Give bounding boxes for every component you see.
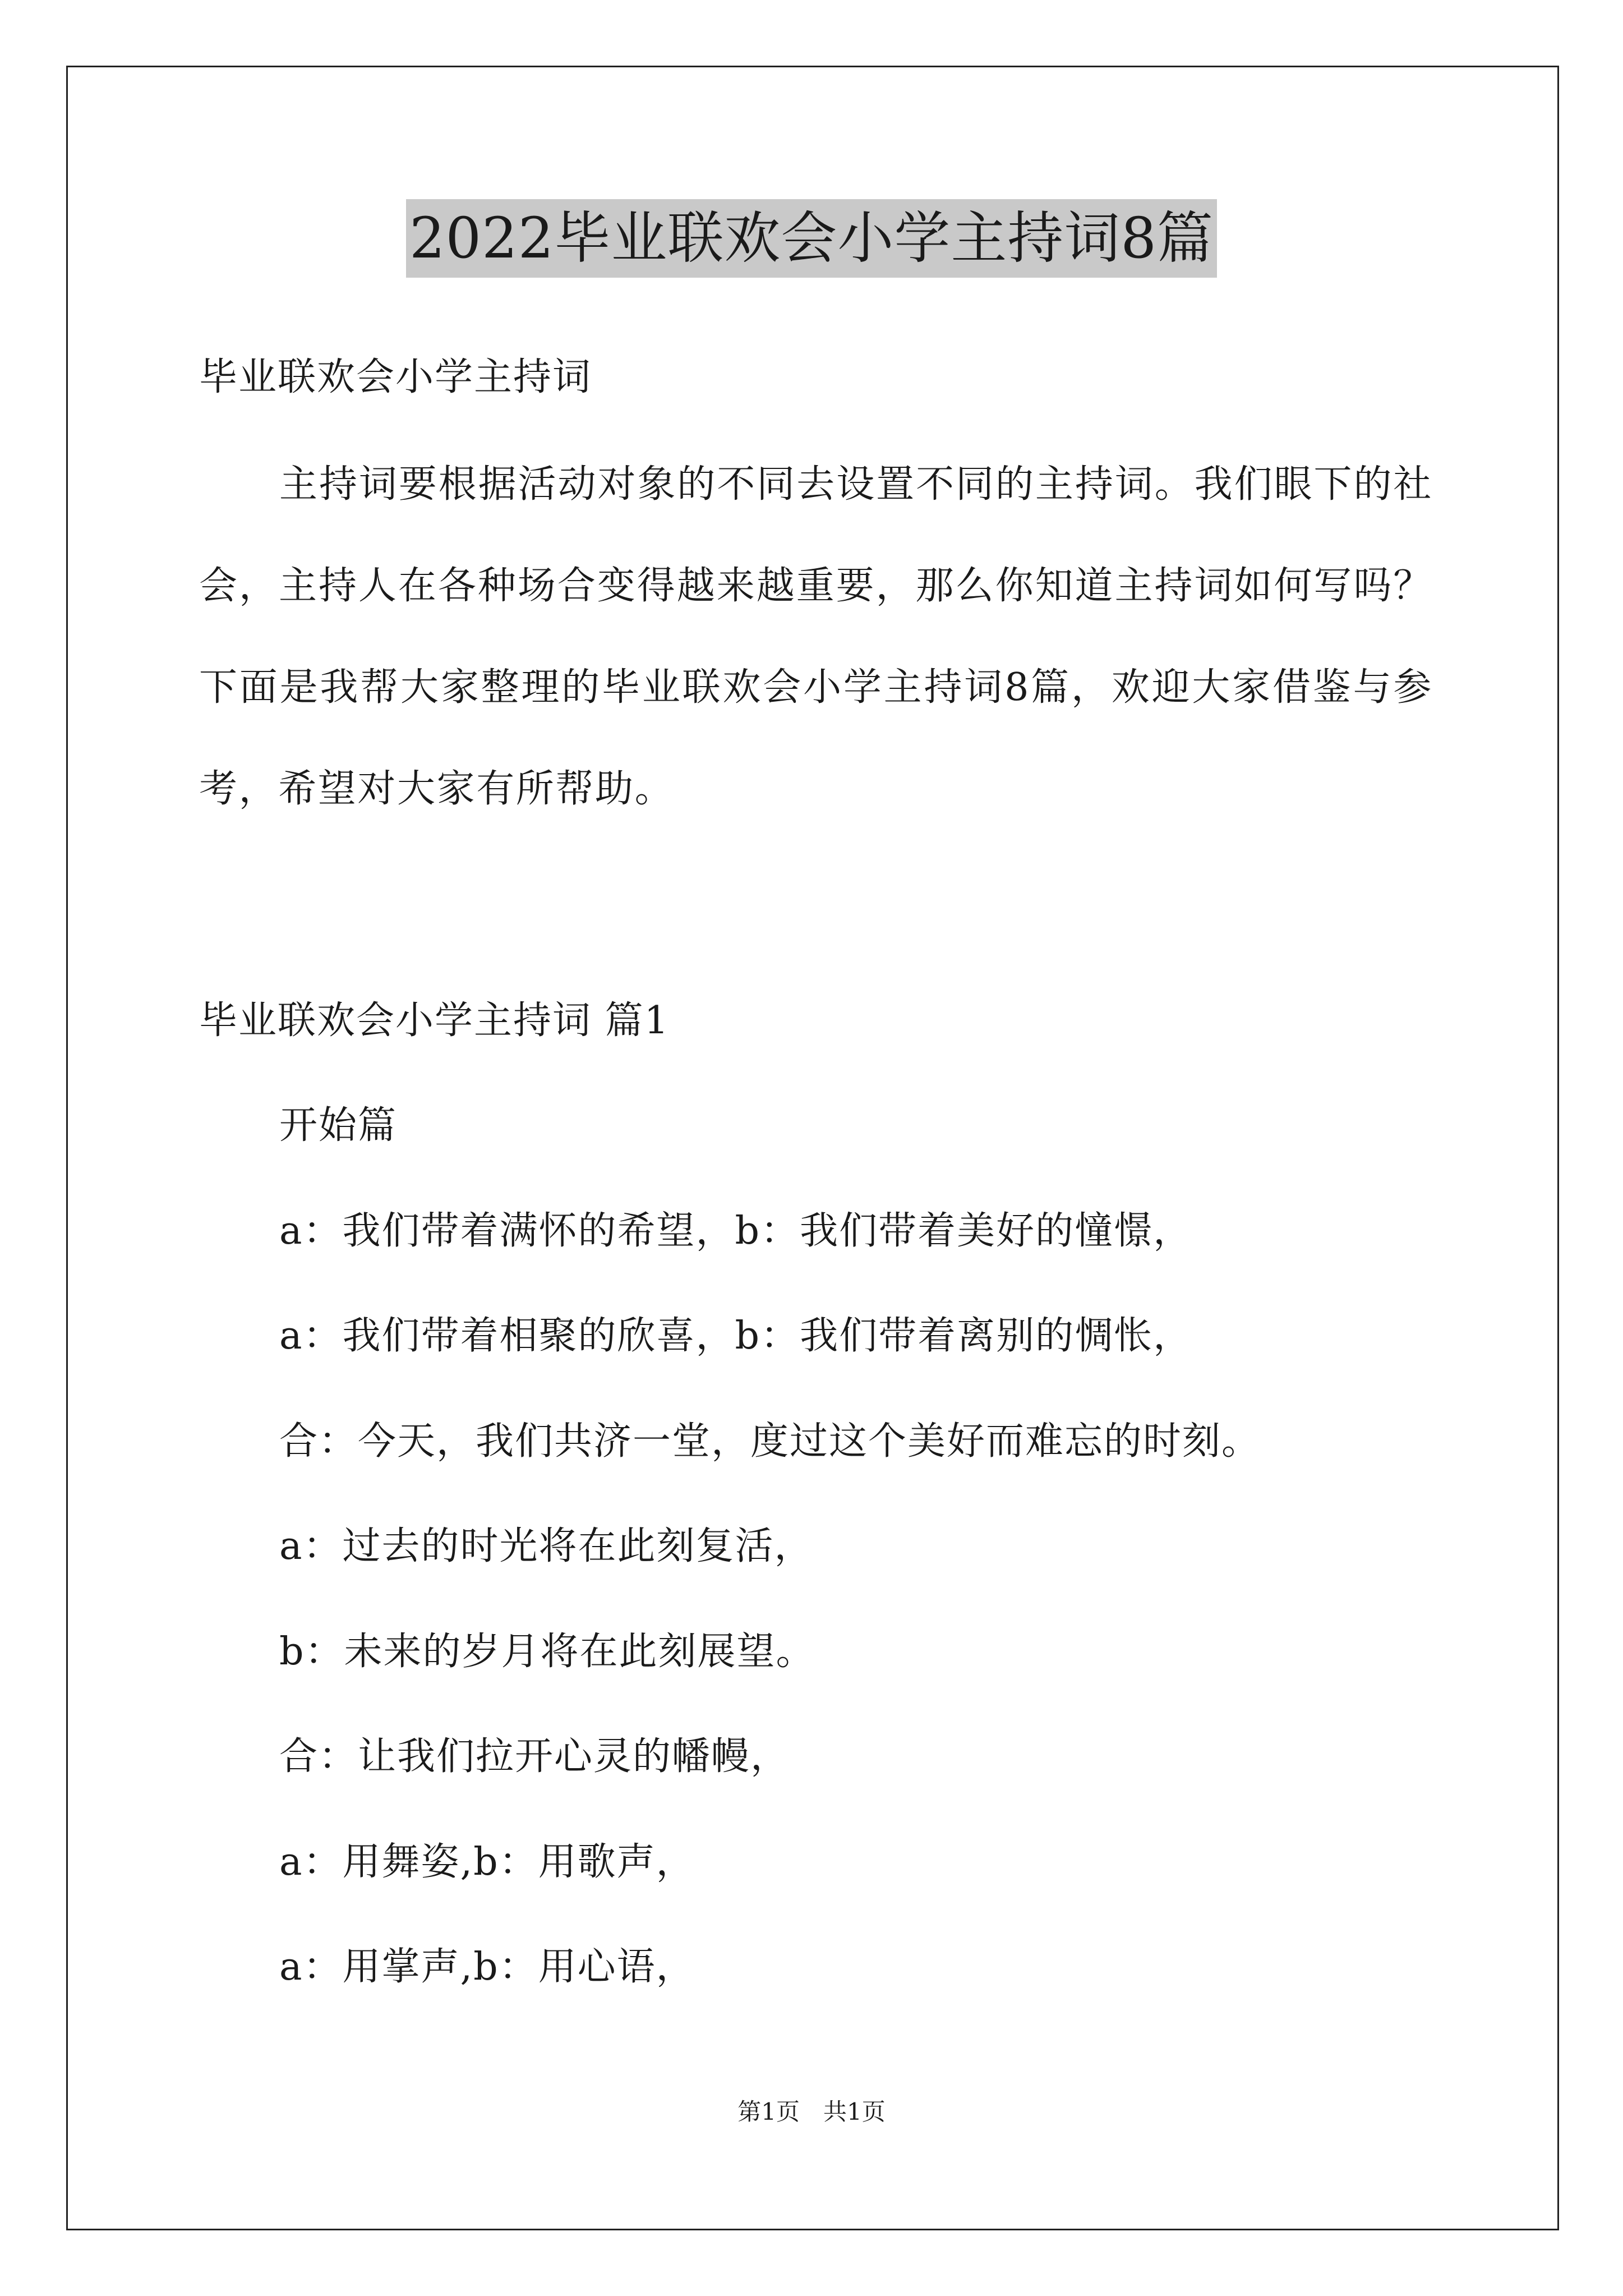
body-line: 合：今天，我们共济一堂，度过这个美好而难忘的时刻。 xyxy=(279,1419,1261,1464)
title-container xyxy=(0,199,1623,278)
body-line: a：我们带着满怀的希望，b：我们带着美好的憧憬， xyxy=(279,1209,1193,1253)
section-heading: 毕业联欢会小学主持词 篇1 xyxy=(199,999,670,1043)
body-line: a：我们带着相聚的欣喜，b：我们带着离别的惆怅， xyxy=(279,1314,1193,1358)
document-title: 2022毕业联欢会小学主持词8篇 xyxy=(406,199,1217,278)
intro-paragraph: 主持词要根据活动对象的不同去设置不同的主持词。我们眼下的社会，主持人在各种场合变得越来越重要，那么你知道主持词如何写吗？下面是我帮大家整理的毕业联欢会小学主持词8篇，欢迎大家借鉴与参考，希望对大家有所帮助。 xyxy=(199,462,1433,811)
body-line: a：用掌声,b：用心语， xyxy=(279,1945,695,1989)
body-line: 合：让我们拉开心灵的幡幔， xyxy=(279,1734,790,1779)
body-line: b：未来的岁月将在此刻展望。 xyxy=(279,1630,815,1674)
page-footer: 第1页 共1页 xyxy=(737,2098,886,2125)
document-subtitle: 毕业联欢会小学主持词 xyxy=(199,355,592,399)
body-line: a：用舞姿,b：用歌声， xyxy=(279,1840,695,1884)
body-line: a：过去的时光将在此刻复活， xyxy=(279,1524,814,1568)
body-line: 开始篇 xyxy=(279,1103,398,1148)
